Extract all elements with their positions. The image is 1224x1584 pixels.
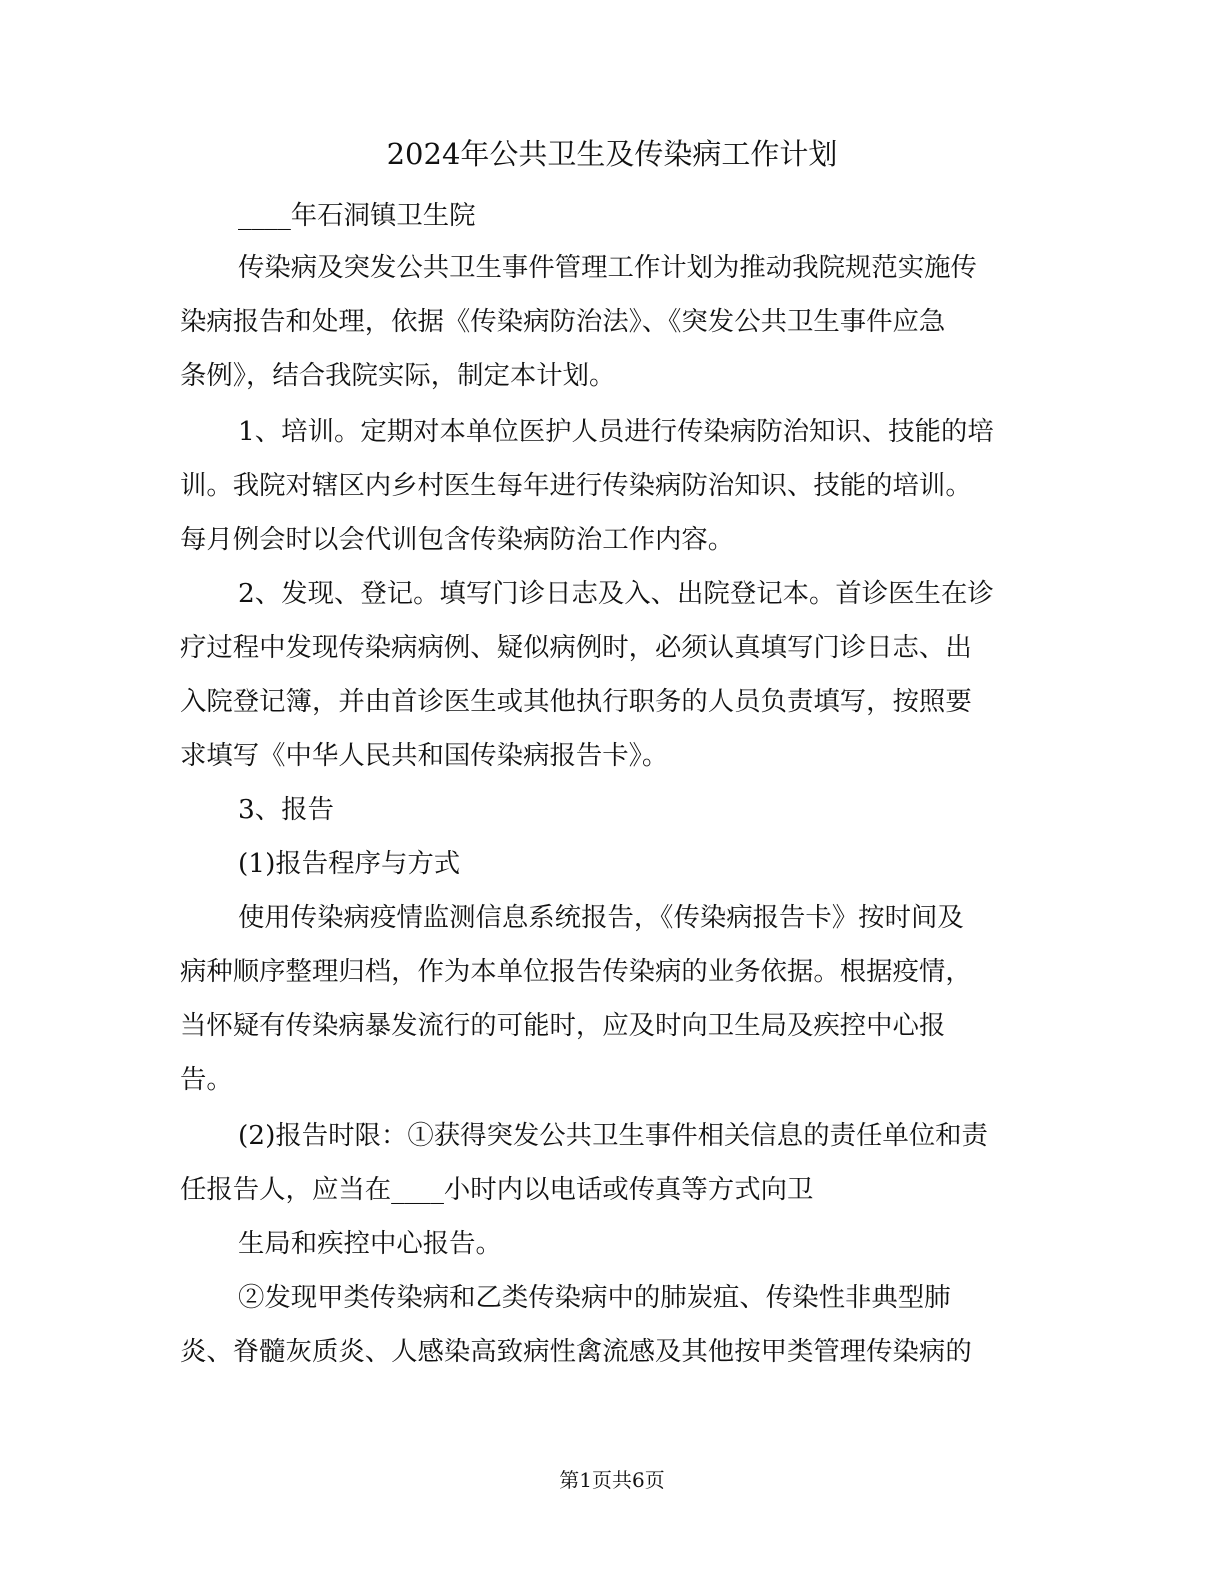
- text-line: 任报告人，应当在____小时内以电话或传真等方式向卫: [180, 1174, 814, 1205]
- page-number: 第1页共6页: [559, 1468, 665, 1492]
- text-line: 入院登记簿，并由首诊医生或其他执行职务的人员负责填写，按照要: [180, 686, 972, 717]
- text-line: 使用传染病疫情监测信息系统报告，《传染病报告卡》按时间及: [238, 902, 964, 933]
- text-line: 训。我院对辖区内乡村医生每年进行传染病防治知识、技能的培训。: [180, 470, 972, 501]
- text-line: ____年石洞镇卫生院: [238, 200, 476, 231]
- text-line: 告。: [180, 1064, 233, 1095]
- text-line: (2)报告时限：①获得突发公共卫生事件相关信息的责任单位和责: [238, 1120, 988, 1151]
- text-line: 每月例会时以会代训包含传染病防治工作内容。: [180, 524, 735, 555]
- text-line: 1、培训。定期对本单位医护人员进行传染病防治知识、技能的培: [238, 416, 994, 447]
- text-line: 炎、脊髓灰质炎、人感染高致病性禽流感及其他按甲类管理传染病的: [180, 1336, 972, 1367]
- text-line: 疗过程中发现传染病病例、疑似病例时，必须认真填写门诊日志、出: [180, 632, 972, 663]
- text-line: 条例》，结合我院实际，制定本计划。: [180, 360, 616, 391]
- text-line: 求填写《中华人民共和国传染病报告卡》。: [180, 740, 669, 771]
- text-line: 染病报告和处理，依据《传染病防治法》、《突发公共卫生事件应急: [180, 306, 946, 337]
- text-line: (1)报告程序与方式: [238, 848, 461, 879]
- text-line: 病种顺序整理归档，作为本单位报告传染病的业务依据。根据疫情，: [180, 956, 972, 987]
- text-line: 生局和疾控中心报告。: [238, 1228, 502, 1259]
- text-line: 传染病及突发公共卫生事件管理工作计划为推动我院规范实施传: [238, 252, 977, 283]
- text-line: 当怀疑有传染病暴发流行的可能时，应及时向卫生局及疾控中心报: [180, 1010, 946, 1041]
- text-line: 2、发现、登记。填写门诊日志及入、出院登记本。首诊医生在诊: [238, 578, 994, 609]
- document-title: 2024年公共卫生及传染病工作计划: [386, 137, 838, 171]
- text-line: ②发现甲类传染病和乙类传染病中的肺炭疽、传染性非典型肺: [238, 1282, 951, 1313]
- text-line: 3、报告: [238, 794, 334, 825]
